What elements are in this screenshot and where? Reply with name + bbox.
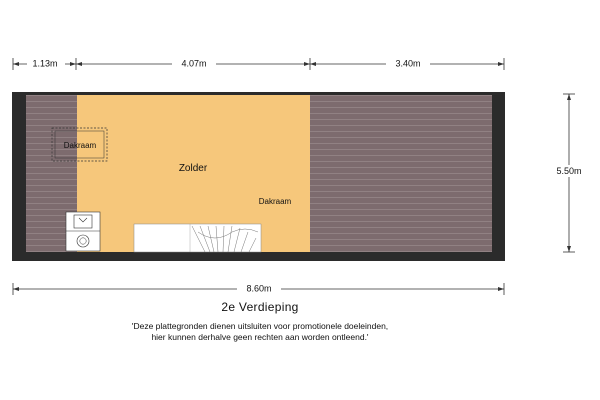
disclaimer [0,321,520,343]
dimension-top-right: 3.40m [395,58,421,69]
disclaimer-line-2: hier kunnen derhalve geen rechten aan worden ontleend.' [151,332,369,342]
skylight-left-label: Dakraam [63,141,97,150]
appliances [66,212,100,251]
dimension-top-middle: 4.07m [181,58,207,69]
roof-slope-right [310,95,492,252]
dimension-bottom-total: 8.60m [246,283,272,294]
attic-label: Zolder [178,163,208,174]
staircase [134,224,261,252]
floor-title: 2e Verdieping [221,300,299,314]
skylight-right-label: Dakraam [258,197,292,206]
top-dimension-lines [13,58,504,70]
dimension-top-left: 1.13m [32,58,58,69]
disclaimer-line-1: 'Deze plattegronden dienen uitsluiten voor promotionele doeleinden, [131,321,389,331]
dimension-right-height: 5.50m [556,166,582,176]
